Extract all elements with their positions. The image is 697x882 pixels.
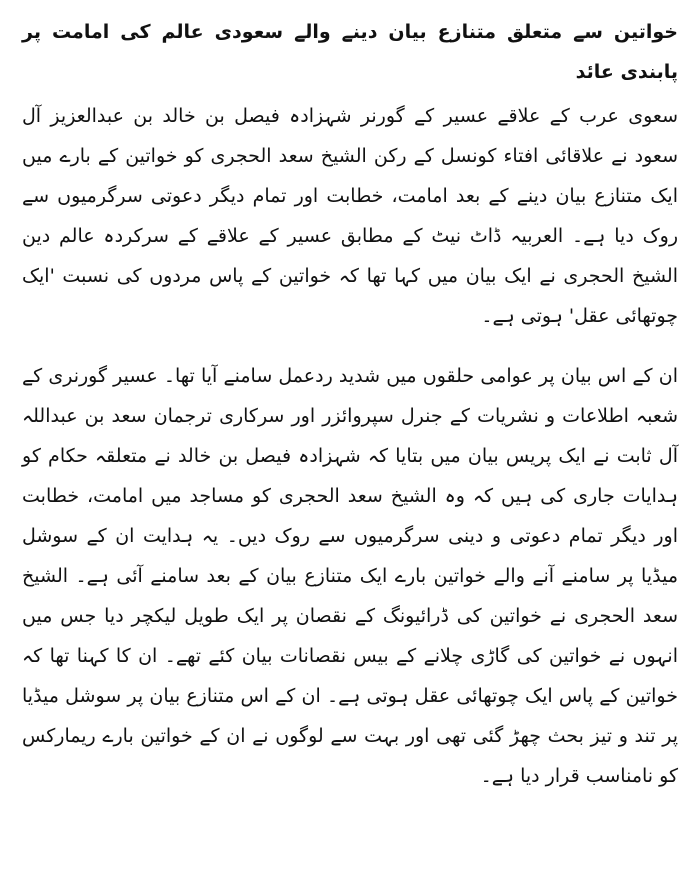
article [22,12,678,796]
article-headline: خواتین سے متعلق متنازع بیان دینے والے سعودی عالم کی امامت پر پابندی عائد [22,21,678,83]
article-paragraph-1: سعوی عرب کے علاقے عسیر کے گورنر شہزادہ فیصل بن خالد بن عبدالعزیز آل سعود نے علاقائی افتاء کونسل کے رکن الشیخ سعد الحجری کو خواتین کے بارے میں ایک متنازع بیان دینے کے بعد امامت، خطابت اور تمام دیگر دعوتی سرگرمیوں سے روک دیا ہے۔ العربیہ ڈاٹ نیٹ کے مطابق عسیر کے علاقے کے سرکردہ عالم دین الشیخ الحجری نے ایک بیان میں کہا تھا کہ خواتین کے پاس مردوں کی نسبت 'ایک چوتھائی عقل' ہوتی ہے۔ [22,105,678,327]
article-paragraph-2: ان کے اس بیان پر عوامی حلقوں میں شدید ردعمل سامنے آیا تھا۔ عسیر گورنری کے شعبہ اطلاعات و نشریات کے جنرل سپروائزر اور سرکاری ترجمان سعد بن عبداللہ آل ثابت نے ایک پریس بیان میں بتایا کہ شہزادہ فیصل بن خالد نے متعلقہ حکام کو ہدایات جاری کی ہیں کہ وہ الشیخ سعد الحجری کو مساجد میں امامت، خطابت اور دیگر تمام دعوتی و دینی سرگرمیوں سے روک دیں۔ یہ ہدایت ان کے سوشل میڈیا پر سامنے آنے والے خواتین بارے ایک متنازع بیان کے بعد سامنے آئی ہے۔ الشیخ سعد الحجری نے خواتین کی ڈرائیونگ کے نقصان پر ایک طویل لیکچر دیا جس میں انہوں نے خواتین کی گاڑی چلانے کے بیس نقصانات بیان کئے تھے۔ ان کا کہنا تھا کہ خواتین کے پاس ایک چوتھائی عقل ہوتی ہے۔ ان کے اس متنازع بیان پر سوشل میڈیا پر تند و تیز بحث چھڑ گئی تھی اور بہت سے لوگوں نے ان کے خواتین بارے ریمارکس کو نامناسب قرار دیا ہے۔ [22,365,678,787]
paragraph-spacer [22,336,678,356]
